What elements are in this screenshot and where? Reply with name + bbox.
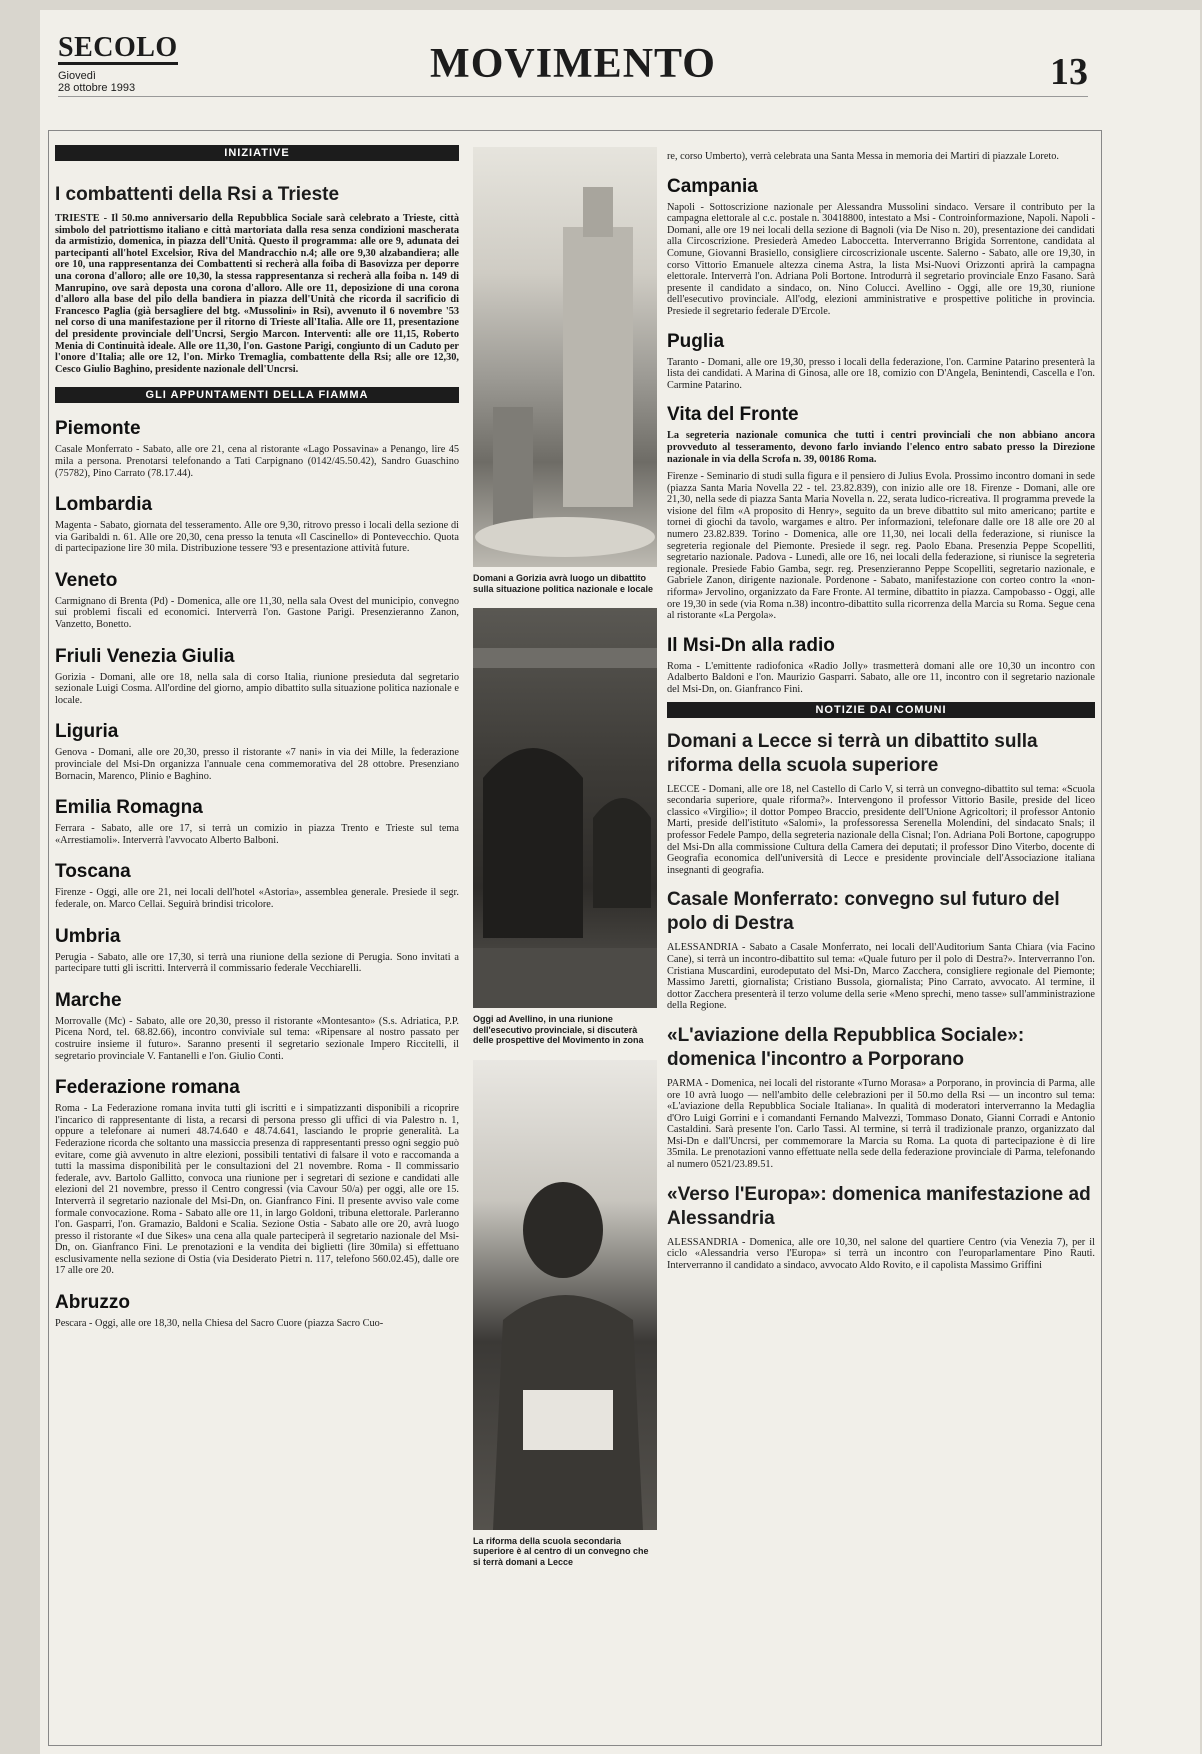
article-spacer [667, 1012, 1095, 1024]
section-text: Firenze - Seminario di studi sulla figura e il pensiero di Julius Evola. Prossimo incontro domani in sede (piazza Santa Maria Novella 22 - tel. 23.82.839), con inizio alle ore 18. Firenze - Domani, alle ore 21,30, nella sede di piazza Santa Maria Novella n. 22, serata ludico-ricreativa. Il programma prevede la visione del film «A proposito di Henry», seguito da un breve dibattito sul mito americano; partite e tornei di giochi da tavolo, wargames e altro. Per informazioni, telefonare dalle ore 18 alle ore 20 al numero 23.82.839. Torino - Domenica, alle ore 11,30, nei locali della federazione, si riunisce la segreteria regionale del Piemonte. Presiede il segr. reg. Paolo Ebana. Presenzia Peppe Scopelliti, segretario nazionale. Padova - Lunedì, alle ore 16, nei locali della federazione, si riunisce la segreteria regionale. Presiede Fabio Gamba, segr. reg. Presenzieranno Peppe Scopelliti, segretario nazionale, e Gabriele Zanon, dirigente nazionale. Pordenone - Sabato, manifestazione con corteo contro la «non-riforma» Jervolino, organizzato da Fare Fronte. Al termine, dibattito in piazza. Campobasso - Oggi, alle ore 19,30 in sede (via Roma n.38) incontro-dibattito sulla ricorrenza della Marcia su Roma. Segue cena al ristorante «La Pergola». [667, 471, 1095, 622]
article-spacer [667, 718, 1095, 730]
section-text: Taranto - Domani, alle ore 19,30, presso i locali della federazione, l'on. Carmine Patarino presenterà la lista dei candidati. A Marina di Ginosa, alle ore 18, comizio con D'Angela, Benintendi, Cascella e l'on. Carmine Patarino. [667, 356, 1095, 391]
article-title: «Verso l'Europa»: domenica manifestazione ad Alessandria [667, 1183, 1091, 1229]
right-sections [667, 163, 1095, 696]
masthead [58, 34, 1088, 94]
photo-avellino-illustration [473, 608, 657, 1008]
article-spacer [667, 1171, 1095, 1183]
region-title: Emilia Romagna [55, 797, 203, 819]
section-spacer [667, 318, 1095, 330]
article-title: «L'aviazione della Repubblica Sociale»: domenica l'incontro a Porporano [667, 1024, 1025, 1070]
region-text: Gorizia - Domani, alle ore 18, nella sala di corso Italia, riunione presieduta dal segretario sezionale Luigi Cosma. All'ordine del giorno, ampio dibattito sulla situazione politica nazionale e locale. [55, 671, 459, 706]
region-spacer [55, 555, 459, 569]
photo-gorizia [473, 147, 657, 567]
region-text: Genova - Domani, alle ore 20,30, presso il ristorante «7 nani» in via dei Mille, la federazione provinciale del Msi-Dn organizza l'annuale cena commemorativa del 28 ottobre. Presenziano Bornacin, Marenco, Plinio e Baghino. [55, 747, 459, 782]
region-spacer [55, 706, 459, 720]
region-spacer [55, 403, 459, 417]
article-spacer [667, 876, 1095, 888]
right-intro-text: re, corso Umberto), verrà celebrata una Santa Messa in memoria dei Martiri di piazzale Loreto. [667, 151, 1059, 162]
region-spacer [55, 479, 459, 493]
section-heading: Il Msi-Dn alla radio [667, 634, 835, 656]
photo-lecce [473, 1060, 657, 1530]
region-spacer [55, 1277, 459, 1291]
content-frame [48, 130, 1102, 1746]
region-title: Friuli Venezia Giulia [55, 645, 235, 667]
region-text: Firenze - Oggi, alle ore 21, nei locali dell'hotel «Astoria», assemblea generale. Presiede il segr. federale, on. Marco Cellai. Seguirà brindisi tricolore. [55, 887, 459, 910]
article-text-trieste: TRIESTE - Il 50.mo anniversario della Repubblica Sociale sarà celebrato a Trieste, città simbolo del patriottismo italiano e città martoriata dalla resa senza condizioni mascherata da armistizio, domenica, in piazza dell'Unità. Questo il programma: alle ore 9, adunata dei partecipanti all'hotel Excelsior, Riva del Mandracchio n.4; alle ore 9,30 alzabandiera; alle ore 10, una rappresentanza dei Combattenti si recherà alla foiba di Basovizza per deporre una corona d'alloro; alle ore 10,30, la stessa rappresentanza si recherà alla foiba n. 149 di Manrupino, ove sarà deposta una corona d'alloro. Alle ore 11, deposizione di una corona d'alloro alla base del pilo della bandiera in piazza dell'Unità che ricorda il sacrificio di Francesco Paglia (già bersagliere del btg. «Mussolini» in Rsi), avvenuto il 6 novembre '53 nel corso di una manifestazione per il ritorno di Trieste all'Italia. Alle ore 11, presentazione del presidente provinciale dell'Uncrsi, Sergio Marcon. Interventi: alle ore 11,15, Roberto Menia di Continuità ideale. Alle ore 11,30, l'on. Gastone Parigi, congiunto di un Caduto per l'onore d'Italia; alle ore 12, l'on. Mirko Tremaglia, combattente della Rsi; alle ore 12,30, Cesco Giulio Baghino, presidente nazionale dell'Uncrsi. [55, 213, 459, 375]
region-spacer [55, 782, 459, 796]
region-spacer [55, 846, 459, 860]
article-text: PARMA - Domenica, nei locali del ristorante «Turno Morasa» a Porporano, in provincia di Parma, alle ore 10 avrà luogo — nell'ambito delle celebrazioni per il 50.mo della Rsi — un incontro sul tema: «L'aviazione della Repubblica Sociale Italiana». In qualità di moderatori interverranno la Medaglia d'Oro Luigi Gorrini e i comandanti Fernando Malvezzi, Tommaso Donato, Gianni Corradi e Antonio Castaldini. Sarà presente l'on. Carlo Tassi. Al termine, si terrà il tradizionale pranzo, organizzato dal Msi-Dn e dall'Uncrsi, per commemorare la Marcia su Roma. La quota di partecipazione è di lire 35mila. Le prenotazioni vanno effettuate nella sede della federazione provinciale di Parma, telefonando al numero 0521/23.89.51. [667, 1077, 1095, 1171]
section-heading: Vita del Fronte [667, 404, 799, 426]
right-articles [667, 718, 1095, 1272]
region-title: Lombardia [55, 494, 153, 516]
article-text: LECCE - Domani, alle ore 18, nel Castello di Carlo V, si terrà un convegno-dibattito sul tema: «Scuola secondaria superiore, quale riforma?». Intervengono il professor Vittorio Basile, preside del liceo classico «Virgilio»; il dottor Pompeo Braccio, presidente dell'Unione Agricoltori; il professor Antonio Marti, preside dell'istituto «Salomi», la professoressa Serenella Molendini, del sindacato Snals; il professor Fedele Pampo, della segreteria nazionale della Cisnal; l'on. Adriana Poli Bortone, capogruppo del Msi-Dn alla commissione Cultura della Camera dei deputati; il professor Dino Viterbo, docente di Geografia economica dell'università di Lecce e presidente provinciale dell'Associazione italiana insegnanti di geografia. [667, 783, 1095, 876]
caption-avellino: Oggi ad Avellino, in una riunione dell'esecutivo provinciale, si discuterà delle prospettive del Movimento in zona [473, 1014, 644, 1045]
band-notizie: NOTIZIE DAI COMUNI [667, 702, 1095, 718]
photo-lecce-illustration [473, 1060, 657, 1530]
band-iniziative: INIZIATIVE [55, 145, 459, 161]
photo-column [473, 131, 657, 1745]
photo-avellino [473, 608, 657, 1008]
region-title: Federazione romana [55, 1077, 240, 1099]
article-title: Domani a Lecce si terrà un dibattito sulla riforma della scuola superiore [667, 730, 1038, 776]
section-lead: La segreteria nazionale comunica che tutti i centri provinciali che non abbiano ancora provveduto al tesseramento, devono farlo inviando l'elenco entro sabato presso la Direzione nazionale in via della Scrofa n. 39, 00186 Roma. [667, 430, 1095, 465]
region-text: Roma - La Federazione romana invita tutti gli iscritti e i simpatizzanti disponibili a ricoprire l'incarico di rappresentante di lista, a recarsi di persona presso gli uffici di via Palestro n. 1, oppure a telefonare ai numeri 48.74.640 e 48.74.641, lasciando le proprie generalità. La Federazione ricorda che soltanto una massiccia presenza di rappresentanti presso ogni seggio può evitare, come già avvenuto in altre elezioni, possibili tentativi di falsare il voto e raccomanda a tutti la massima disponibilità per le consultazioni del 21 novembre. Roma - Il commissario federale, avv. Bartolo Gallitto, convoca una riunione per i segretari di sezione e candidati alle elezioni del 21 novembre, presso il Centro congressi (via Cavour 50/a) per oggi, alle ore 15. Interverrà il segretario nazionale del Msi-Dn, on. Gianfranco Fini. Il presente avviso vale come formale convocazione. Roma - Sabato alle ore 11, in largo Goldoni, tribuna elettorale. Parleranno l'on. Gasparri, l'on. Gramazio, Baldoni e Scalia. Sezione Ostia - Sabato alle ore 20, avrà luogo presso il ristorante «I due Sikes» una cena alla quale parteciperà il segretario nazionale del Msi-Dn, on. Gianfranco Fini. Le prenotazioni e la vendita dei biglietti (lire 30mila) si effettuano esclusivamente nella sezione di Ostia (via Desiderato Pietri n. 117, telefono 560.02.45), dalle ore 17 alle ore 20. [55, 1103, 459, 1277]
article-title-trieste: I combattenti della Rsi a Trieste [55, 184, 340, 205]
section-heading: Puglia [667, 330, 725, 352]
region-text: Pescara - Oggi, alle ore 18,30, nella Chiesa del Sacro Cuore (piazza Sacro Cuo- [55, 1318, 384, 1330]
region-text: Ferrara - Sabato, alle ore 17, si terrà un comizio in piazza Trento e Trieste sul tema «Arrestiamoli». Interverrà l'avvocato Alberto Balboni. [55, 823, 459, 846]
region-spacer [55, 911, 459, 925]
region-title: Liguria [55, 721, 119, 743]
section-heading: Campania [667, 175, 758, 197]
region-text: Morrovalle (Mc) - Sabato, alle ore 20,30, presso il ristorante «Montesanto» (S.s. Adriatica, P.P. Picena Nord, tel. 68.82.66), incontro conviviale sul tema: «Ripensare al nostro passato per costruire insieme il futuro». Saranno presenti il segretario sezionale Impero Riccitelli, il segretario provinciale V. Fantanelli e l'on. Giulio Conti. [55, 1015, 459, 1062]
region-text: Perugia - Sabato, alle ore 17,30, si terrà una riunione della sezione di Perugia. Sono invitati a partecipare tutti gli iscritti. Interverrà il commissario federale Vecchiarelli. [55, 951, 459, 975]
issue-date-text: 28 ottobre 1993 [58, 82, 136, 94]
region-title: Umbria [55, 925, 121, 947]
region-title: Veneto [55, 569, 118, 591]
caption-lecce: La riforma della scuola secondaria superiore è al centro di un convegno che si terrà domani a Lecce [473, 1535, 649, 1567]
section-spacer [667, 391, 1095, 403]
region-text: Casale Monferrato - Sabato, alle ore 21, cena al ristorante «Lago Possavina» a Penango, lire 45 mila a persona. Prenotarsi telefonando a Tati Carpignano (0142/45.50.42), Sandro Guaschino (75782), Pino Carrato (78.17.44). [55, 444, 459, 479]
page-number: 13 [1050, 51, 1088, 93]
left-column [55, 131, 459, 1745]
region-title: Piemonte [55, 418, 141, 440]
section-title: MOVIMENTO [430, 41, 716, 87]
region-spacer [55, 975, 459, 989]
article-text: ALESSANDRIA - Sabato a Casale Monferrato, nei locali dell'Auditorium Santa Chiara (via Facino Cane), si terrà un incontro-dibattito sul tema: «Quale futuro per il polo di Destra?». Interverranno l'on. Cristiana Muscardini, eurodeputato del Msi-Dn, Marco Zacchera, consigliere regionale del Piemonte; Massimo Jaretti, giornalista; Cristiano Bussola, giornalista; Pino Carrato, avvocato. Al termine, il dottor Zacchera presenterà il terzo volume della serie «Meno sprechi, meno tasse» sull'amministrazione della Regione. [667, 942, 1095, 1012]
section-text: Roma - L'emittente radiofonica «Radio Jolly» trasmetterà domani alle ore 10,30 un incontro con Adalberto Baldoni e l'on. Maurizio Gasparri. Sabato, alle ore 11, incontro con il segretario nazionale del Msi-Dn, on. Gianfranco Fini. [667, 660, 1095, 695]
region-spacer [55, 631, 459, 645]
photo-gorizia-illustration [473, 147, 657, 567]
article-text: ALESSANDRIA - Domenica, alle ore 10,30, nel salone del quartiere Centro (via Venezia 7), per il ciclo «Alessandria verso l'Europa» si terrà un incontro con l'europarlamentare Pino Rauti. Interverranno il candidato a sindaco, avvocato Aldo Rovito, e il capolista Massimo Griffini [667, 1236, 1095, 1271]
region-title: Marche [55, 989, 122, 1011]
newspaper-name: SECOLO [58, 32, 178, 63]
region-spacer [55, 1062, 459, 1076]
region-text: Carmignano di Brenta (Pd) - Domenica, alle ore 11,30, nella sala Ovest del municipio, convegno sui problemi fiscali ed economici. Interverrà l'on. Gastone Parigi. Presenzieranno Zanon, Vanzetto, Bonetto. [55, 595, 459, 631]
region-title: Abruzzo [55, 1292, 130, 1314]
header-rule [58, 96, 1088, 97]
article-title: Casale Monferrato: convegno sul futuro del polo di Destra [667, 889, 1060, 935]
band-appuntamenti: GLI APPUNTAMENTI DELLA FIAMMA [55, 387, 459, 403]
right-column [667, 131, 1095, 1745]
region-text: Magenta - Sabato, giornata del tesseramento. Alle ore 9,30, ritrovo presso i locali della sezione di via Garibaldi n. 61. Alle ore 20,30, cena presso la tenuta «Il Cascinello» di Pontevecchio. Quota di partecipazione lire 30 mila. Distribuzione tessere '93 e presentazione attività future. [55, 520, 459, 555]
section-spacer [667, 622, 1095, 634]
section-text: Napoli - Sottoscrizione nazionale per Alessandra Mussolini sindaco. Versare il contributo per la campagna elettorale al c.c. postale n. 30418800, intestato a Msi - Controinformazione, Napoli. Napoli - Domani, alle ore 19 nei locali della sezione di Bagnoli (via De Niso n. 20), presentazione dei candidati alla Circoscrizione. Presiederà Amedeo Laboccetta. Interverranno Brigida Sorrentone, candidata al Comune, Giovanni Brasiello, consigliere circoscrizionale uscente. Salerno - Sabato, alle ore 19,30, in corso Vittorio Emanuele altezza cinema Astra, la lista Msi-Nuovi Orizzonti aprirà la campagna elettorale. Interverrà l'on. Adriana Poli Bortone. Introdurrà il segretario provinciale Enzo Fasano. Sarà presente il candidato a sindaco, on. Nino Colucci. Avellino - Oggi, alle ore 19,30, riunione dell'esecutivo provinciale. All'odg, elezioni amministrative e prospettive politiche in provincia. Presiede il segretario federale D'Ercole. [667, 201, 1095, 317]
region-title: Toscana [55, 861, 131, 883]
issue-day: Giovedì [58, 70, 96, 82]
regions-list [55, 403, 459, 1329]
section-spacer [667, 163, 1095, 175]
caption-gorizia: Domani a Gorizia avrà luogo un dibattito sulla situazione politica nazionale e locale [473, 573, 654, 594]
